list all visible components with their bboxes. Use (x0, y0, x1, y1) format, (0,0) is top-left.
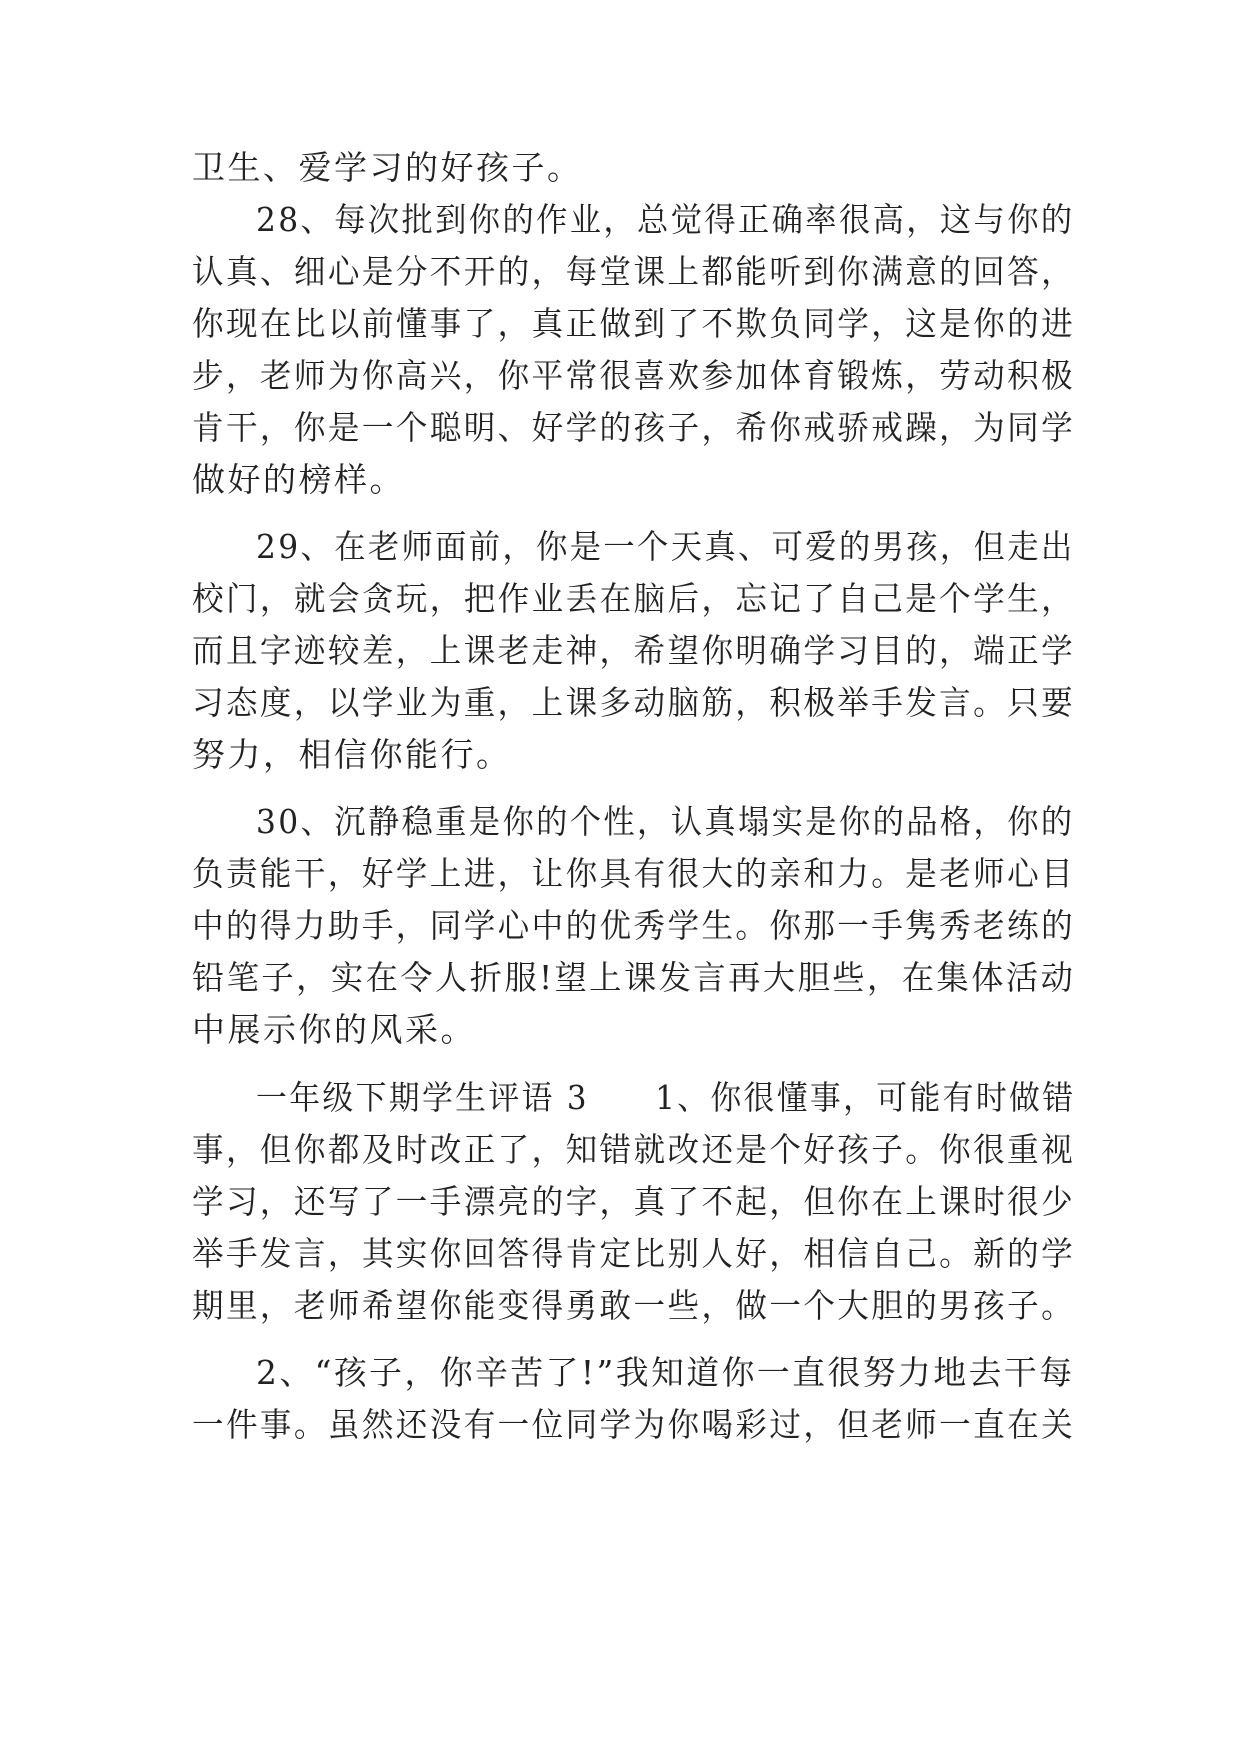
text-line: 28、每次批到你的作业，总觉得正确率很高，这与你的 (256, 200, 1075, 239)
text-line: 卫生、爱学习的好孩子。 (192, 148, 583, 187)
text-line: 认真、细心是分不开的，每堂课上都能听到你满意的回答， (192, 252, 1076, 291)
text-line: 你现在比以前懂事了，真正做到了不欺负同学，这是你的进 (192, 304, 1076, 343)
text-line: 举手发言，其实你回答得肯定比别人好，相信自己。新的学 (192, 1234, 1076, 1273)
text-line: 2、“孩子，你辛苦了!”我知道你一直很努力地去干每 (256, 1353, 1075, 1392)
text-line: 30、沉静稳重是你的个性，认真塌实是你的品格，你的 (256, 802, 1075, 841)
text-line: 而且字迹较差，上课老走神，希望你明确学习目的，端正学 (192, 631, 1076, 670)
text-line: 校门，就会贪玩，把作业丢在脑后，忘记了自己是个学生， (192, 579, 1076, 618)
text-line: 习态度，以学业为重，上课多动脑筋，积极举手发言。只要 (192, 683, 1076, 722)
text-line: 负责能干，好学上进，让你具有很大的亲和力。是老师心目 (192, 854, 1076, 893)
text-line: 一年级下期学生评语 3 1、你很懂事，可能有时做错 (256, 1078, 1076, 1117)
text-line: 29、在老师面前，你是一个天真、可爱的男孩，但走出 (256, 527, 1075, 566)
text-line: 期里，老师希望你能变得勇敢一些，做一个大胆的男孩子。 (192, 1286, 1076, 1325)
text-line: 中的得力助手，同学心中的优秀学生。你那一手隽秀老练的 (192, 906, 1076, 945)
text-line: 努力，相信你能行。 (192, 735, 512, 774)
text-line: 肯干，你是一个聪明、好学的孩子，希你戒骄戒躁，为同学 (192, 408, 1076, 447)
text-line: 中展示你的风采。 (192, 1010, 476, 1049)
text-line: 学习，还写了一手漂亮的字，真了不起，但你在上课时很少 (192, 1182, 1076, 1221)
text-line: 步，老师为你高兴，你平常很喜欢参加体育锻炼，劳动积极 (192, 356, 1076, 395)
text-line: 一件事。虽然还没有一位同学为你喝彩过，但老师一直在关 (192, 1405, 1076, 1444)
text-line: 做好的榜样。 (192, 460, 405, 499)
text-line: 事，但你都及时改正了，知错就改还是个好孩子。你很重视 (192, 1130, 1076, 1169)
text-line: 铅笔子，实在令人折服!望上课发言再大胆些，在集体活动 (192, 958, 1076, 997)
